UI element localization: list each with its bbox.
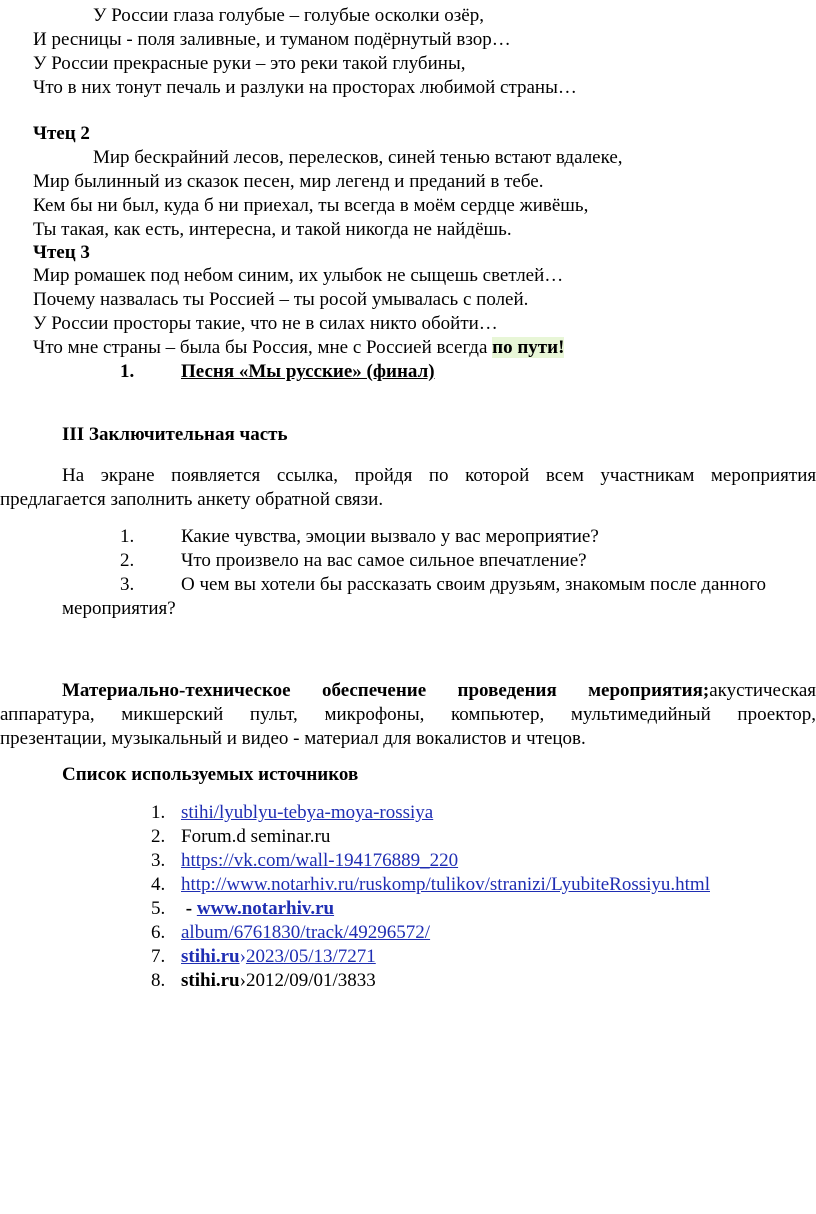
word: мультимедийный [570,704,711,725]
question-number: 1. [120,526,135,547]
source-number: 8. [151,970,166,991]
source-item [181,969,376,993]
reader-3-heading: Чтец 3 [33,242,90,263]
poem-line-text: Что мне страны – была бы Россия, мне с Россией всегда [33,337,493,358]
source-item: Forum.d seminar.ru [181,826,331,847]
word: пульт, [249,704,298,725]
source-prefix: - [181,898,197,919]
source-link[interactable]: album/6761830/track/49296572/ [181,922,431,943]
poem-line: Что в них тонут печаль и разлуки на просторах любимой страны… [33,77,577,98]
word: которой [465,465,530,486]
poem-line: Мир бескрайний лесов, перелесков, синей тенью встают вдалеке, [93,147,623,168]
source-number: 6. [151,922,166,943]
separator: › [239,946,246,967]
source-number: 3. [151,850,166,871]
word: На [62,465,85,486]
separator: › [239,970,246,991]
source-number: 4. [151,874,166,895]
paragraph-line [0,679,816,703]
source-item [181,873,710,897]
poem-line: И ресницы - поля заливные, и туманом подёрнутый взор… [33,29,511,50]
poem-line: Мир былинный из сказок песен, мир легенд и преданий в тебе. [33,171,544,192]
source-number: 5. [151,898,166,919]
source-number: 7. [151,946,166,967]
word: появляется [171,465,261,486]
word: аппаратура, [0,704,95,725]
source-domain: stihi.ru [181,970,240,991]
final-part-paragraph [0,464,816,488]
source-link[interactable]: stihi/lyublyu-tebya-moya-rossiya [181,802,434,823]
source-link[interactable]: http://www.notarhiv.ru/ruskomp/tulikov/stranizi/LyubiteRossiyu.html [181,874,710,895]
word: ссылка, [276,465,339,486]
paragraph-line [0,464,816,488]
song-title: Песня «Мы русские» (финал) [181,361,435,382]
source-link[interactable]: 2023/05/13/7271 [245,946,376,967]
question-text: Что произвело на вас самое сильное впечатление? [181,550,587,571]
song-number: 1. [120,361,135,382]
source-item [181,801,433,825]
source-item [181,921,430,945]
poem-line: У России просторы такие, что не в силах никто обойти… [33,313,498,334]
poem-line: Кем бы ни был, куда б ни приехал, ты всегда в моём сердце живёшь, [33,195,589,216]
reader-2-heading: Чтец 2 [33,123,90,144]
word: пройдя [354,465,413,486]
poem-line: Мир ромашек под небом синим, их улыбок не сыщешь светлей… [33,265,564,286]
final-part-heading: III Заключительная часть [62,424,288,445]
source-item [181,945,376,969]
source-link[interactable]: https://vk.com/wall-194176889_220 [181,850,459,871]
source-link[interactable]: stihi.ru [181,946,240,967]
poem-line: Ты такая, как есть, интересна, и такой никогда не найдёшь. [33,219,512,240]
poem-line: Почему назвалась ты Россией – ты росой умывалась с полей. [33,289,529,310]
source-path: 2012/09/01/3833 [245,970,376,991]
word: экране [100,465,155,486]
paragraph-line: презентации, музыкальный и видео - материал для вокалистов и чтецов. [0,728,586,749]
word: мероприятия;акустическая [588,680,816,701]
source-item [181,897,334,921]
word: всем [545,465,584,486]
poem-line: У России глаза голубые – голубые осколки озёр, [93,5,484,26]
word: микрофоны, [324,704,425,725]
word: участникам [600,465,695,486]
paragraph-line: предлагается заполнить анкету обратной связи. [0,489,384,510]
word: обеспечение [321,680,427,701]
word: проведения [457,680,557,701]
highlighted-phrase: по пути! [492,337,565,358]
question-text-continued: мероприятия? [62,598,176,619]
poem-line: У России прекрасные руки – это реки такой глубины, [33,53,466,74]
question-number: 2. [120,550,135,571]
word: микшерский [121,704,224,725]
materials-paragraph [0,679,816,727]
question-text: О чем вы хотели бы рассказать своим друзьям, знакомым после данного [181,574,767,595]
paragraph-line [0,703,816,727]
poem-line-last [33,336,564,360]
word: по [428,465,449,486]
word: Материально-техническое [62,680,291,701]
sources-heading: Список используемых источников [62,764,359,785]
word: компьютер, [451,704,545,725]
word: проектор, [737,704,816,725]
source-link[interactable]: www.notarhiv.ru [196,898,335,919]
source-number: 2. [151,826,166,847]
source-item [181,849,458,873]
question-text: Какие чувства, эмоции вызвало у вас мероприятие? [181,526,599,547]
question-number: 3. [120,574,135,595]
word: мероприятия [710,465,816,486]
source-number: 1. [151,802,166,823]
